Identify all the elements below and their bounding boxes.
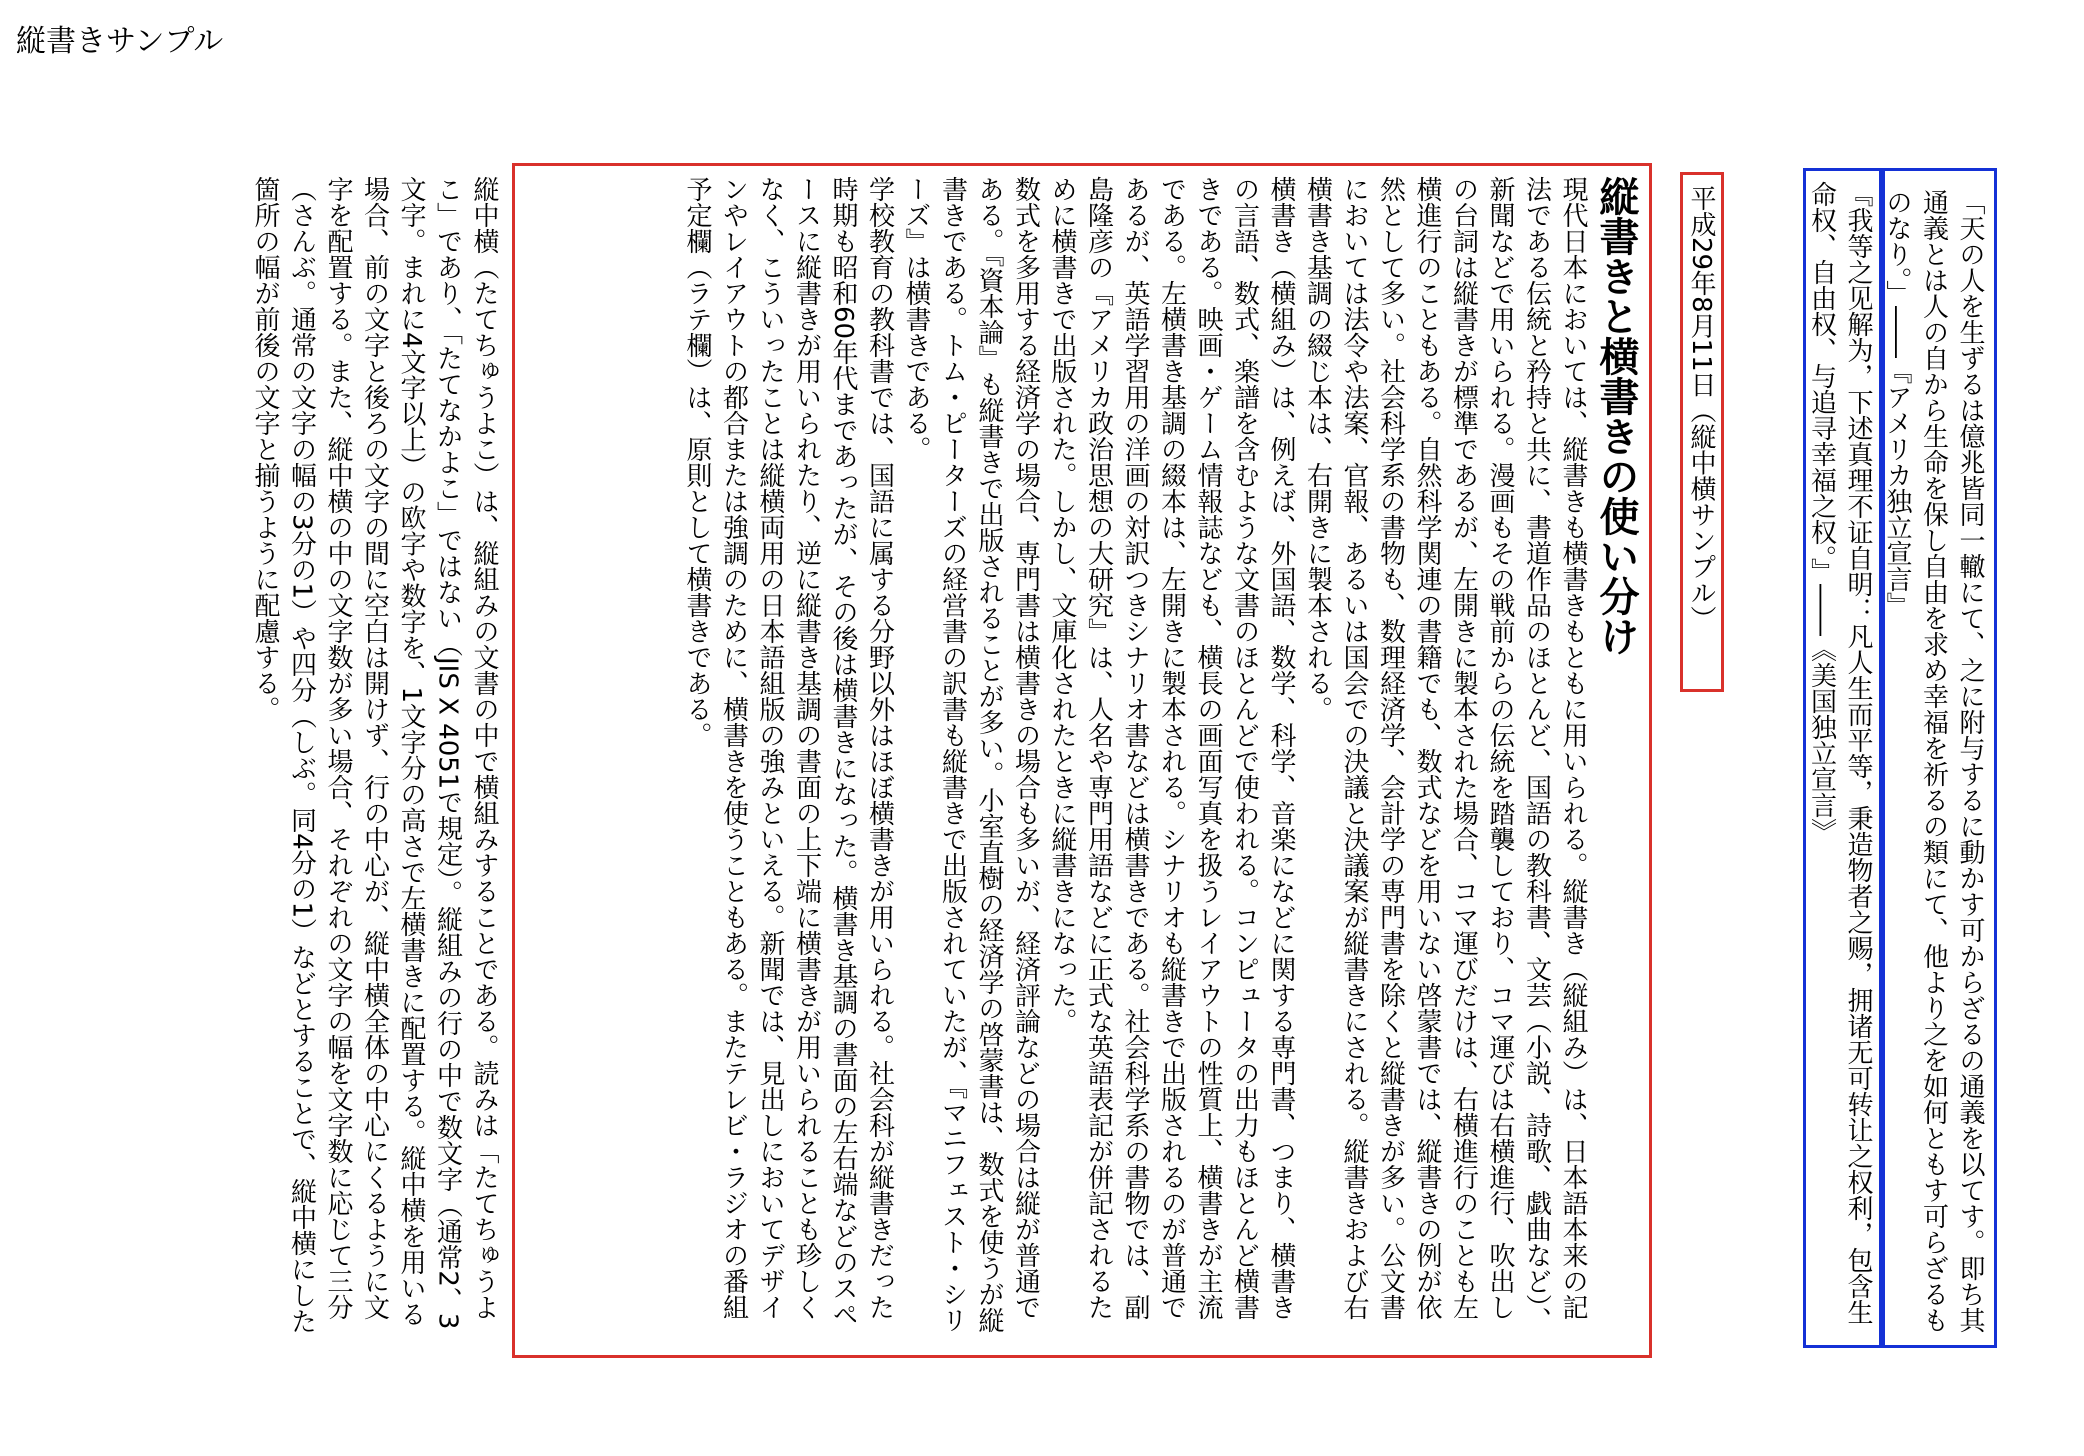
date-box (1680, 172, 1724, 692)
page-title: 縦書きサンプル (16, 24, 224, 59)
essay-paragraph: 数式を多用する経済学の場合、専門書は横書きの場合も多いが、経済評論などの場合は縦が普通である。『資本論』も縦書きで出版されることが多い。小室直樹の経済学の啓蒙書は、数式を使うが縦書きである。トム・ピーターズの経営書の訳書も縦書きで出版されていたが、『マニフェスト・シリーズ』は横書きである。 (901, 176, 1041, 1333)
date-label: 平成29年8月11日（縦中横サンプル） (1686, 185, 1716, 632)
sample-text: 縦中横（たてちゅうよこ）は、縦組みの文書の中で横組みすることである。読みは「たてちゅうよこ」であり、「たてなかよこ」ではない（JIS X 4051で規定）。縦組みの行の中で数文字（通常2、3文字。まれに4文字以上）の欧字や数字を、1文字分の高さで左横書きに配置する。縦中横を用いる場合、前の文字と後ろの文字の間に空白は開けず、行の中心が、縦中横全体の中心にくるように文字を配置する。また、縦中横の中の文字数が多い場合、それぞれの文字の幅を文字数に応じて三分（さんぶ。通常の文字の幅の3分の1）や四分（しぶ。同4分の1）などとすることで、縦中横にした箇所の幅が前後の文字と揃うように配慮する。 (250, 176, 499, 1335)
essay-body (679, 176, 1592, 1345)
quote-text-japanese: 「天の人を生ずるは億兆皆同一轍にて、之に附与するに動かす可からざるの通義を以てす。即ち其通義とは人の自から生命を保し自由を求め幸福を祈るの類にて、他より之を如何ともす可らざるものなり。」――『アメリカ独立宣言』 (1882, 189, 1985, 1333)
quote-box-chinese (1803, 168, 1885, 1348)
quote-text-chinese: 『我等之见解为，下述真理不证自明：凡人生而平等，秉造物者之赐，拥诸无可转让之权利，包含生命权、自由权、与追寻幸福之权。』――《美国独立宣言》 (1806, 181, 1873, 1325)
essay-paragraph: 横書き（横組み）は、例えば、外国語、数学、科学、音楽になどに関する専門書、つまり、横書きの言語、数式、楽譜を含むような文書のほとんどで使われる。コンピュータの出力もほとんど横書きである。映画・ゲーム情報誌なども、横長の画面写真を扱うレイアウトの性質上、横書きが主流である。左横書き基調の綴本は、左開きに製本される。シナリオも縦書きで出版されるのが普通であるが、英語学習用の洋画の対訳つきシナリオ書などは横書きである。社会科学系の書物では、副島隆彦の『アメリカ政治思想の大研究』は、人名や専門用語などに正式な英語表記が併記されるために横書きで出版された。しかし、文庫化されたときに縦書きになった。 (1047, 176, 1296, 1320)
essay-paragraph: 現代日本においては、縦書きも横書きもともに用いられる。縦書き（縦組み）は、日本語本来の記法である伝統と矜持と共に、書道作品のほとんど、国語の教科書、文芸（小説、詩歌、戯曲など）、新聞などで用いられる。漫画もその戦前からの伝統を踏襲しており、コマ運びは右横進行、吹出しの台詞は縦書きが標準であるが、左開きに製本された場合、コマ運びだけは、右横進行のことも左横進行のこともある。自然科学関連の書籍でも、数式などを用いない啓蒙書では、縦書きの例が依然として多い。社会科学系の書物も、数理経済学、会計学の専門書を除くと縦書きが多い。公文書においては法令や法案、官報、あるいは国会での決議と決議案が縦書きにされる。縦書きおよび右横書き基調の綴じ本は、右開きに製本される。 (1302, 176, 1588, 1333)
tate-chu-yoko-sample (172, 168, 502, 1348)
quote-box-japanese (1879, 168, 1997, 1348)
essay-heading: 縦書きと横書きの使い分け (1593, 176, 1639, 656)
essay-paragraph: 学校教育の教科書では、国語に属する分野以外はほぼ横書きが用いられる。社会科が縦書きだった時期も昭和60年代まであったが、その後は横書きになった。横書き基調の書面の左右端などのスペースに縦書きが用いられたり、逆に縦書き基調の書面の上下端に横書きが用いられることも珍しくなく、こういったことは縦横両用の日本語組版の強みといえる。新聞では、見出しにおいてデザインやレイアウトの都合または強調のために、横書きを使うこともある。またテレビ・ラジオの番組予定欄（ラテ欄）は、原則として横書きである。 (682, 176, 895, 1328)
essay-box (512, 163, 1652, 1358)
